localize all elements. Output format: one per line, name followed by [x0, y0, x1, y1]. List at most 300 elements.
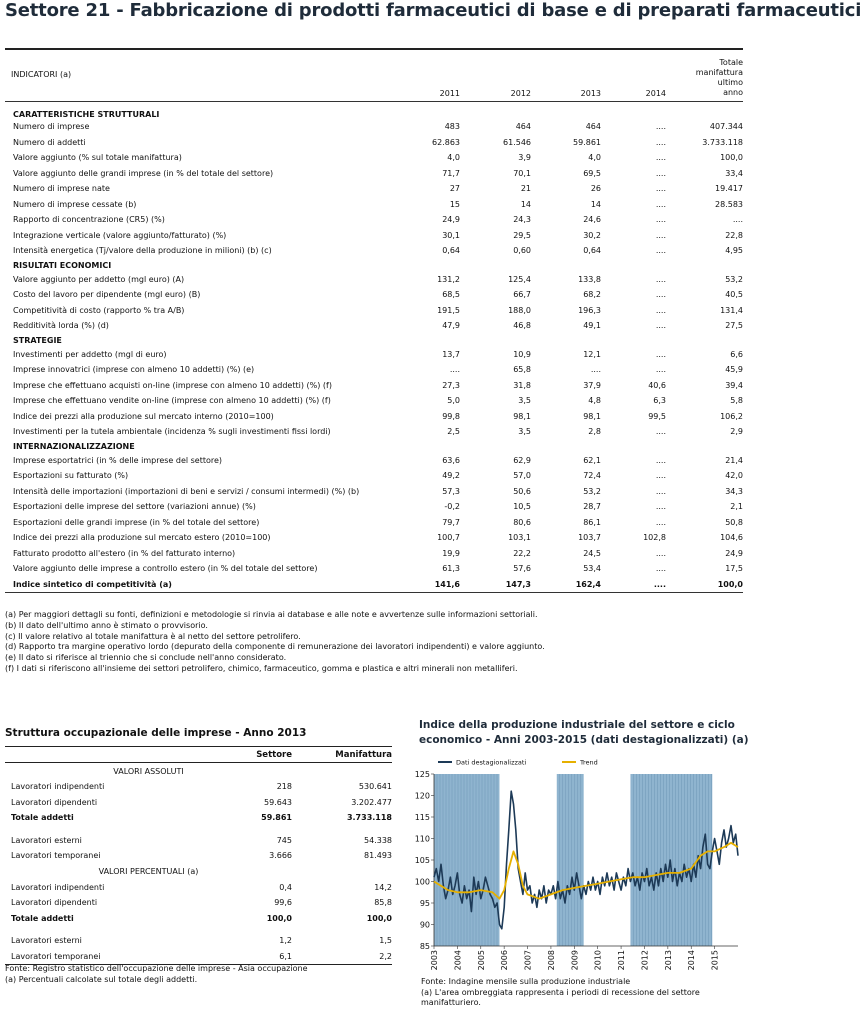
indicator-value: ....	[655, 455, 666, 465]
indicator-value: ....	[655, 290, 666, 300]
indicator-value: 103,1	[508, 533, 531, 543]
indicator-value: 2,8	[588, 427, 601, 437]
header-total-manufacturing: Totale manifattura ultimo anno	[666, 50, 743, 102]
note: (a) Percentuali calcolate sul totale degli addetti.	[5, 974, 198, 984]
indicator-value: 19,9	[442, 548, 460, 558]
row-label: Lavoratori temporanei	[11, 851, 101, 861]
header-sector: Settore	[220, 747, 292, 763]
indicator-value: 6,6	[730, 349, 743, 359]
manufacturing-value: 3.733.118	[346, 813, 392, 823]
indicator-value: ....	[655, 153, 666, 163]
indicator-value: 57,6	[513, 564, 531, 574]
indicator-label: Numero di addetti	[13, 137, 86, 147]
header-year: 2013	[531, 50, 601, 102]
indicator-value: 4,0	[588, 153, 601, 163]
indicator-value: 5,8	[730, 396, 743, 406]
indicator-value: 65,8	[513, 365, 531, 375]
indicator-value: 10,5	[513, 502, 531, 512]
indicator-value: 57,0	[513, 471, 531, 481]
note: (a) Per maggiori dettagli su fonti, definizioni e metodologie si rinvia ai database e alle note e avvertenze sulle informazioni settoriali.	[5, 610, 538, 619]
section-title: CARATTERISTICHE STRUTTURALI	[13, 110, 160, 119]
indicator-value: 147,3	[460, 577, 531, 593]
indicator-value: 28.583	[715, 199, 743, 209]
indicator-value: 0,64	[442, 246, 460, 256]
manufacturing-value: 100,0	[366, 913, 392, 923]
y-tick-label: 85	[419, 942, 430, 951]
indicator-value: 68,2	[583, 290, 601, 300]
legend-label: Dati destagionalizzati	[456, 758, 527, 767]
section-title: INTERNAZIONALIZZAZIONE	[13, 441, 135, 451]
indicator-value: ....	[655, 168, 666, 178]
indicator-value: 27,3	[442, 380, 460, 390]
indicator-label: Esportazioni su fatturato (%)	[13, 471, 129, 481]
note: (a) L'area ombreggiata rappresenta i periodi di recessione del settore manifatturiero.	[421, 987, 700, 1007]
x-tick-label: 2015	[710, 950, 720, 971]
indicator-value: 100,7	[437, 533, 460, 543]
indicator-value: 98,1	[583, 411, 601, 421]
indicator-value: 61,3	[442, 564, 460, 574]
indicator-value: 63,6	[442, 455, 460, 465]
indicator-value: 86,1	[583, 517, 601, 527]
indicator-value: 24,9	[442, 215, 460, 225]
sector-value: 99,6	[274, 898, 292, 908]
indicator-value: 34,3	[725, 486, 743, 496]
table-row	[5, 228, 743, 244]
indicator-value: 3,5	[518, 396, 531, 406]
indicator-value: 99,5	[648, 411, 666, 421]
section-header	[5, 102, 743, 120]
indicator-value: 27,5	[725, 321, 743, 331]
indicator-value: ....	[449, 365, 460, 375]
section-title: RISULTATI ECONOMICI	[13, 260, 112, 270]
x-tick-label: 2008	[546, 950, 556, 971]
table-row	[5, 848, 392, 864]
manufacturing-value: 54.338	[364, 835, 392, 845]
indicator-label: Esportazioni delle imprese del settore (variazioni annue) (%)	[13, 502, 256, 512]
indicator-value: 39,4	[725, 380, 743, 390]
table-row	[5, 393, 743, 409]
indicator-value: 29,5	[513, 230, 531, 240]
x-tick-label: 2012	[640, 950, 650, 971]
indicator-label: Valore aggiunto delle grandi imprese (in % del totale del settore)	[13, 168, 274, 178]
header-year: 2014	[601, 50, 666, 102]
indicator-label: Imprese che effettuano vendite on-line (imprese con almeno 10 addetti) (%) (f)	[13, 396, 331, 406]
indicator-value: 17,5	[725, 564, 743, 574]
indicator-value: ....	[655, 502, 666, 512]
indicator-label: Indice sintetico di competitività (a)	[5, 577, 410, 593]
indicator-label: Intensità delle importazioni (importazioni di beni e servizi / consumi intermedi) (%) (b)	[13, 486, 360, 496]
indicator-value: 46,8	[513, 321, 531, 331]
indicator-value: ....	[655, 321, 666, 331]
occupation-notes	[5, 964, 307, 985]
indicator-value: 68,5	[442, 290, 460, 300]
occupation-table	[5, 746, 392, 965]
indicator-value: 40,5	[725, 290, 743, 300]
indicator-label: Valore aggiunto delle imprese a controllo estero (in % del totale del settore)	[13, 564, 318, 574]
indicator-value: 70,1	[513, 168, 531, 178]
indicator-value: 24,6	[583, 215, 601, 225]
header-year: 2011	[410, 50, 460, 102]
row-label: Lavoratori dipendenti	[11, 898, 98, 908]
sector-value: 1,2	[279, 936, 292, 946]
x-tick-label: 2013	[663, 950, 673, 971]
manufacturing-value: 85,8	[374, 898, 392, 908]
indicator-label: Imprese esportatrici (in % delle imprese del settore)	[13, 455, 223, 465]
table-row	[5, 409, 743, 425]
indicator-value: 4,8	[588, 396, 601, 406]
indicator-value: 15	[449, 199, 460, 209]
indicator-value: ....	[655, 137, 666, 147]
indicator-value: 102,8	[643, 533, 666, 543]
note: Fonte: Indagine mensile sulla produzione industriale	[421, 977, 631, 986]
group-title: VALORI ASSOLUTI	[113, 766, 184, 776]
group-title: VALORI PERCENTUALI (a)	[98, 867, 199, 876]
table-row	[5, 318, 743, 334]
chart-notes	[421, 977, 756, 1009]
section-header	[5, 334, 743, 347]
x-tick-label: 2004	[453, 950, 463, 971]
indicator-value: ....	[655, 517, 666, 527]
indicator-value: 99,8	[442, 411, 460, 421]
indicator-value: 133,8	[578, 274, 601, 284]
indicator-value: 61.546	[503, 137, 531, 147]
table-row	[5, 119, 743, 135]
page-title: Settore 21 - Fabbricazione di prodotti farmaceutici di base e di preparati farmaceutici	[5, 0, 861, 21]
indicator-label: Intensità energetica (Tj/valore della produzione in milioni) (b) (c)	[13, 246, 272, 256]
indicator-value: 26	[590, 184, 601, 194]
header-indicators: INDICATORI (a)	[5, 50, 410, 102]
indicator-value: 3.733.118	[702, 137, 743, 147]
indicator-value: 27	[449, 184, 460, 194]
indicator-label: Imprese che effettuano acquisti on-line (imprese con almeno 10 addetti) (%) (f)	[13, 380, 332, 390]
indicator-value: 57,3	[442, 486, 460, 496]
indicator-label: Numero di imprese	[13, 122, 90, 132]
indicator-label: Costo del lavoro per dipendente (mgl euro) (B)	[13, 290, 201, 300]
indicator-label: Investimenti per addetto (mgl di euro)	[13, 349, 167, 359]
indicator-value: 4,95	[725, 246, 743, 256]
table-row	[5, 197, 743, 213]
manufacturing-value: 2,2	[292, 949, 392, 965]
indicator-label: Investimenti per la tutela ambientale (incidenza % sugli investimenti fissi lordi)	[13, 427, 331, 437]
indicator-value: 13,7	[442, 349, 460, 359]
indicator-value: 37,9	[583, 380, 601, 390]
indicator-label: Imprese innovatrici (imprese con almeno 10 addetti) (%) (e)	[13, 365, 255, 375]
y-tick-label: 105	[414, 856, 430, 865]
indicator-value: 10,9	[513, 349, 531, 359]
indicator-value: ....	[590, 365, 601, 375]
indicator-label: Valore aggiunto per addetto (mgl euro) (A)	[13, 274, 185, 284]
table-row	[5, 880, 392, 896]
table-row	[5, 833, 392, 849]
legend-label: Trend	[580, 758, 598, 767]
table-row	[5, 515, 743, 531]
indicator-value: ....	[655, 184, 666, 194]
indicator-value: 24,9	[725, 548, 743, 558]
indicator-value: 71,7	[442, 168, 460, 178]
table-row	[5, 895, 392, 911]
indicator-label: Numero di imprese cessate (b)	[13, 199, 137, 209]
indicator-value: 188,0	[508, 305, 531, 315]
indicator-label: Rapporto di concentrazione (CR5) (%)	[13, 215, 165, 225]
y-tick-label: 115	[414, 813, 430, 822]
row-label: Totale addetti	[11, 813, 74, 823]
manufacturing-value: 3.202.477	[351, 797, 392, 807]
indicator-value: 0,60	[513, 246, 531, 256]
group-header	[5, 864, 392, 880]
indicator-value: ....	[655, 122, 666, 132]
indicator-value: 30,2	[583, 230, 601, 240]
group-header	[5, 763, 392, 780]
indicator-value: 131,2	[437, 274, 460, 284]
table-row	[5, 212, 743, 228]
note: (c) Il valore relativo al totale manifattura è al netto del settore petrolifero.	[5, 631, 301, 641]
indicator-value: ....	[655, 230, 666, 240]
indicators-table	[5, 50, 743, 593]
recession-band	[434, 774, 499, 946]
table-row	[5, 468, 743, 484]
indicator-value: 407.344	[709, 122, 743, 132]
recession-band	[557, 774, 584, 946]
indicator-value: 50,8	[725, 517, 743, 527]
indicator-value: -0,2	[444, 502, 460, 512]
indicator-value: 30,1	[442, 230, 460, 240]
indicator-value: 483	[444, 122, 460, 132]
indicator-label: Indice dei prezzi alla produzione sul mercato interno (2010=100)	[13, 411, 274, 421]
y-tick-label: 100	[414, 877, 430, 887]
indicator-value: 62,9	[513, 455, 531, 465]
indicator-value: 24,3	[513, 215, 531, 225]
occupation-header-row	[5, 747, 392, 763]
indicator-value: ....	[655, 548, 666, 558]
row-label: Lavoratori indipendenti	[11, 882, 105, 892]
x-tick-label: 2014	[687, 950, 697, 971]
sector-value: 59.643	[264, 797, 292, 807]
table-row	[5, 453, 743, 469]
indicator-value: 106,2	[720, 411, 743, 421]
indicator-value: 12,1	[583, 349, 601, 359]
table-row	[5, 499, 743, 515]
indicator-value: ....	[655, 246, 666, 256]
indicator-value: 2,9	[730, 427, 743, 437]
manufacturing-value: 14,2	[374, 882, 392, 892]
indicator-label: Fatturato prodotto all'estero (in % del fatturato interno)	[13, 548, 236, 558]
header-manufacturing: Manifattura	[292, 747, 392, 763]
table-row	[5, 424, 743, 440]
x-tick-label: 2009	[570, 950, 580, 971]
indicator-value: 45,9	[725, 365, 743, 375]
table-row	[5, 530, 743, 546]
table-row	[5, 287, 743, 303]
indicator-value: 19.417	[715, 184, 743, 194]
indicator-label: Competitività di costo (rapporto % tra A/B)	[13, 305, 185, 315]
table-row	[5, 347, 743, 363]
section-title: STRATEGIE	[13, 335, 62, 345]
indicator-value: 3,5	[518, 427, 531, 437]
indicator-value: ....	[655, 305, 666, 315]
y-tick-label: 95	[419, 899, 430, 908]
section-header	[5, 259, 743, 272]
indicator-value: 31,8	[513, 380, 531, 390]
table-row-final	[5, 577, 743, 593]
table-row	[5, 166, 743, 182]
indicator-value: ....	[655, 274, 666, 284]
indicator-value: 33,4	[725, 168, 743, 178]
indicator-value: 24,5	[583, 548, 601, 558]
indicator-value: ....	[655, 471, 666, 481]
indicator-value: 100,0	[720, 153, 743, 163]
indicator-value: 141,6	[410, 577, 460, 593]
indicator-value: 6,3	[653, 396, 666, 406]
row-label: Lavoratori indipendenti	[11, 782, 105, 792]
indicator-value: 125,4	[508, 274, 531, 284]
indicator-value: 0,64	[583, 246, 601, 256]
indicator-value: 14	[520, 199, 531, 209]
indicator-label: Esportazioni delle grandi imprese (in % del totale del settore)	[13, 517, 260, 527]
indicator-value: 42,0	[725, 471, 743, 481]
indicator-value: 53,2	[725, 274, 743, 284]
indicator-value: 464	[515, 122, 531, 132]
table-row	[5, 911, 392, 927]
table-header-row	[5, 50, 743, 102]
sector-value: 59.861	[261, 813, 292, 823]
indicator-value: 72,4	[583, 471, 601, 481]
indicator-value: 196,3	[578, 305, 601, 315]
manufacturing-value: 530.641	[358, 782, 392, 792]
sector-value: 3.666	[269, 851, 292, 861]
indicator-value: 191,5	[437, 305, 460, 315]
indicator-value: 98,1	[513, 411, 531, 421]
y-tick-label: 90	[419, 920, 430, 930]
indicator-value: 2,5	[447, 427, 460, 437]
indicator-value: ....	[655, 486, 666, 496]
indicator-value: ....	[732, 215, 743, 225]
row-label: Lavoratori temporanei	[5, 949, 220, 965]
indicator-value: 53,2	[583, 486, 601, 496]
note: (e) Il dato si riferisce al triennio che si conclude nell'anno considerato.	[5, 653, 287, 663]
table-row	[5, 561, 743, 577]
indicator-value: 22,2	[513, 548, 531, 558]
x-tick-label: 2010	[593, 950, 603, 971]
indicator-value: ....	[601, 577, 666, 593]
sector-value: 100,0	[266, 913, 292, 923]
indicator-label: Valore aggiunto (% sul totale manifattura)	[13, 153, 182, 163]
indicator-value: 2,1	[730, 502, 743, 512]
manufacturing-value: 1,5	[379, 936, 392, 946]
indicator-value: ....	[655, 349, 666, 359]
indicator-value: 100,0	[666, 577, 743, 593]
indicator-value: 49,1	[583, 321, 601, 331]
note: Fonte: Registro statistico dell'occupazione delle imprese - Asia occupazione	[5, 964, 308, 973]
row-label: Totale addetti	[11, 913, 74, 923]
indicator-value: 21	[520, 184, 531, 194]
x-tick-label: 2007	[523, 950, 533, 971]
indicator-value: 50,6	[513, 486, 531, 496]
x-tick-label: 2003	[430, 950, 439, 971]
indicator-value: 66,7	[513, 290, 531, 300]
recession-band	[630, 774, 712, 946]
table-notes	[5, 610, 745, 675]
occupation-title: Struttura occupazionale delle imprese - Anno 2013	[5, 727, 307, 739]
indicator-value: 47,9	[442, 321, 460, 331]
indicator-value: 62.863	[432, 137, 460, 147]
indicator-value: ....	[655, 199, 666, 209]
indicator-value: 49,2	[442, 471, 460, 481]
indicator-value: 4,0	[447, 153, 460, 163]
chart-title: Indice della produzione industriale del settore e ciclo economico - Anni 2003-2015 (dati destagionalizzati) (a)	[419, 719, 749, 746]
row-label: Lavoratori esterni	[11, 936, 82, 946]
indicator-value: ....	[655, 215, 666, 225]
table-row	[5, 243, 743, 259]
indicator-value: 80,6	[513, 517, 531, 527]
indicator-value: 14	[590, 199, 601, 209]
table-row	[5, 949, 392, 965]
table-row	[5, 484, 743, 500]
table-row	[5, 810, 392, 826]
y-tick-label: 110	[414, 834, 430, 844]
table-row	[5, 795, 392, 811]
indicator-label: Indice dei prezzi alla produzione sul mercato estero (2010=100)	[13, 533, 271, 543]
indicator-value: 28,7	[583, 502, 601, 512]
sector-value: 0,4	[279, 882, 292, 892]
table-row	[5, 272, 743, 288]
y-tick-label: 125	[414, 770, 430, 779]
sector-value: 6,1	[220, 949, 292, 965]
indicator-value: 62,1	[583, 455, 601, 465]
table-row	[5, 150, 743, 166]
x-tick-label: 2011	[617, 950, 627, 971]
indicator-value: 59.861	[573, 137, 601, 147]
indicator-value: 21,4	[725, 455, 743, 465]
table-row	[5, 181, 743, 197]
indicator-value: 40,6	[648, 380, 666, 390]
indicator-value: ....	[655, 427, 666, 437]
note: (f) I dati si riferiscono all'insieme dei settori petrolifero, chimico, farmaceutico, gomma e plastica e altri minerali non metalliferi.	[5, 663, 518, 673]
indicator-value: 79,7	[442, 517, 460, 527]
indicator-label: Integrazione verticale (valore aggiunto/fatturato) (%)	[13, 230, 227, 240]
table-row	[5, 546, 743, 562]
indicator-value: ....	[655, 564, 666, 574]
indicator-value: 3,9	[518, 153, 531, 163]
table-row	[5, 779, 392, 795]
indicator-value: 53,4	[583, 564, 601, 574]
row-label: Lavoratori esterni	[11, 835, 82, 845]
indicator-value: 162,4	[531, 577, 601, 593]
header-year: 2012	[460, 50, 531, 102]
sector-value: 218	[276, 782, 292, 792]
indicator-value: 69,5	[583, 168, 601, 178]
indicator-value: 104,6	[720, 533, 743, 543]
sector-value: 745	[276, 835, 292, 845]
note: (b) Il dato dell'ultimo anno è stimato o provvisorio.	[5, 620, 208, 630]
production-index-chart	[408, 752, 753, 977]
y-tick-label: 120	[414, 791, 430, 801]
indicator-value: 22,8	[725, 230, 743, 240]
manufacturing-value: 81.493	[364, 851, 392, 861]
table-row	[5, 362, 743, 378]
table-row	[5, 303, 743, 319]
indicator-value: 5,0	[447, 396, 460, 406]
indicator-label: Numero di imprese nate	[13, 184, 110, 194]
indicator-value: 464	[585, 122, 601, 132]
row-label: Lavoratori dipendenti	[11, 797, 98, 807]
indicator-value: 131,4	[720, 305, 743, 315]
indicator-value: 103,7	[578, 533, 601, 543]
table-row	[5, 135, 743, 151]
table-row	[5, 378, 743, 394]
indicator-label: Redditività lorda (%) (d)	[13, 321, 109, 331]
x-tick-label: 2005	[476, 950, 486, 971]
table-row	[5, 933, 392, 949]
